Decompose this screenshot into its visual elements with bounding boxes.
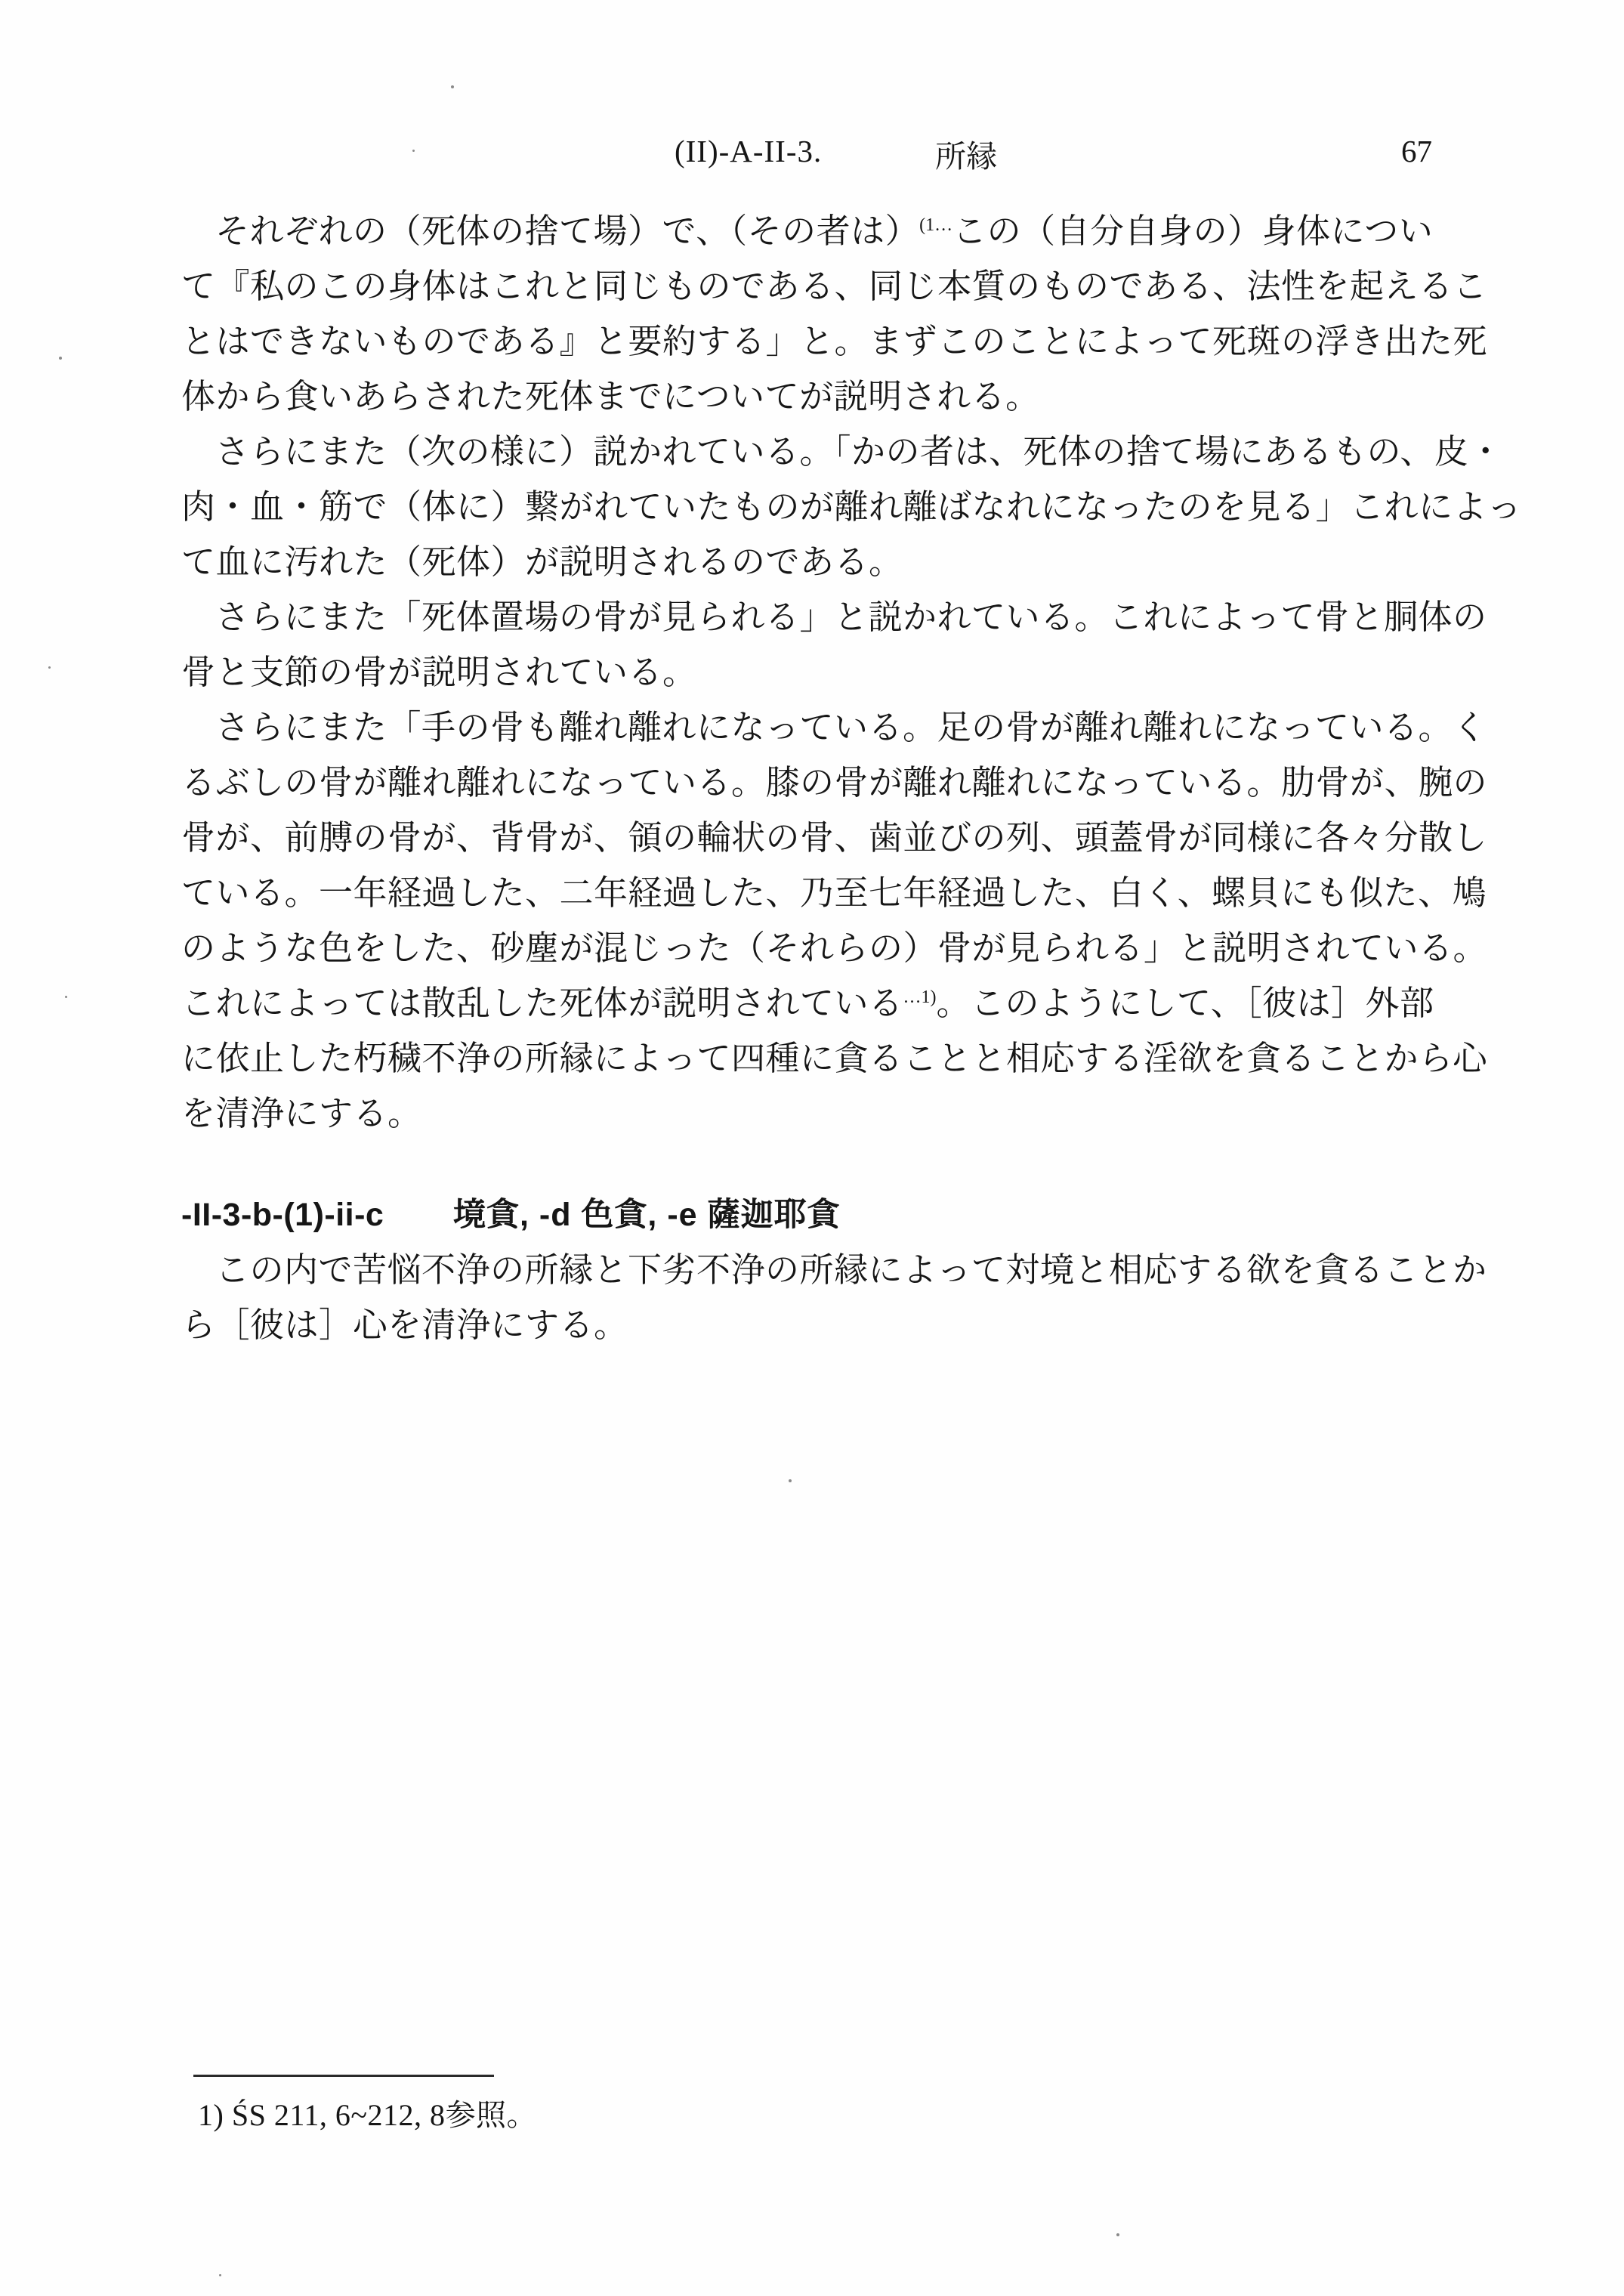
text-line: [181, 921, 1533, 976]
text-line: [181, 866, 1533, 921]
text-segment: それぞれの（死体の捨て場）で、（その者は）: [215, 212, 920, 250]
text-segment: て血に汚れた（死体）が説明されるのである。: [181, 543, 903, 581]
text-segment: とはできないものである』と要約する」と。まずこのことによって死斑の浮き出た死: [181, 323, 1488, 360]
footnote-ref: (1…: [919, 215, 953, 235]
subsection-heading: [181, 1188, 1533, 1243]
scan-noise-dot: [219, 2274, 221, 2276]
scan-noise-dot: [789, 1479, 792, 1482]
text-line: [181, 204, 1533, 259]
text-line: [181, 480, 1533, 535]
text-segment: この（自分自身の）身体につい: [952, 212, 1434, 250]
page-number: 67: [1401, 134, 1432, 168]
text-line: [181, 756, 1533, 811]
text-segment: を清浄にする。: [181, 1095, 422, 1133]
text-segment: さらにまた「手の骨も離れ離れになっている。足の骨が離れ離れになっている。く: [215, 709, 1487, 746]
text-segment: 肉・血・筋で（体に）繋がれていたものが離れ離ばなれになったのを見る」これによっ: [181, 488, 1522, 526]
text-line: [181, 369, 1533, 425]
footnote-separator: [193, 2075, 494, 2077]
scan-noise-dot: [65, 996, 67, 998]
text-line: [181, 1031, 1533, 1086]
subsection-body-text: [181, 1243, 1533, 1353]
text-line: [181, 314, 1533, 369]
text-segment: さらにまた「死体置場の骨が見られる」と説かれている。これによって骨と胴体の: [215, 598, 1487, 636]
footnote: 1) ŚS 211, 6~212, 8参照。: [198, 2098, 537, 2132]
scan-noise-dot: [59, 357, 62, 360]
text-segment: 体から食いあらされた死体までについてが説明される。: [181, 378, 1040, 416]
running-title: 所縁: [935, 139, 997, 174]
text-line: [181, 590, 1533, 645]
body-text: [181, 204, 1533, 1142]
running-header: [0, 133, 1624, 174]
text-segment: のような色をした、砂塵が混じった（それらの）骨が見られる」と説明されている。: [181, 929, 1488, 967]
text-segment: これによっては散乱した死体が説明されている: [181, 984, 903, 1022]
text-line: [181, 1086, 1533, 1142]
scan-noise-dot: [451, 85, 454, 88]
scan-noise-dot: [1116, 2233, 1119, 2236]
scan-noise-dot: [48, 666, 51, 669]
text-line: [181, 1243, 1533, 1298]
text-line: [181, 976, 1533, 1031]
section-number: (II)-A-II-3.: [675, 134, 823, 168]
text-segment: 骨が、前膊の骨が、背骨が、領の輪状の骨、歯並びの列、頭蓋骨が同様に各々分散し: [181, 819, 1488, 857]
text-segment: 。このようにして、［彼は］外部: [936, 984, 1434, 1022]
text-segment: に依止した朽穢不浄の所縁によって四種に貪ることと相応する淫欲を貪ることから心: [181, 1040, 1488, 1077]
text-segment: この内で苦悩不浄の所縁と下劣不浄の所縁によって対境と相応する欲を貪ることか: [215, 1251, 1487, 1289]
footnote-ref: …1): [903, 987, 937, 1007]
subsection-label: -II-3-b-(1)-ii-c: [181, 1197, 384, 1233]
text-line: [181, 259, 1533, 314]
text-line: [181, 700, 1533, 756]
text-line: [181, 535, 1533, 590]
text-segment: 骨と支節の骨が説明されている。: [181, 654, 697, 691]
scan-noise-dot: [412, 150, 415, 152]
text-line: [181, 425, 1533, 480]
text-segment: ら［彼は］心を清浄にする。: [181, 1306, 628, 1344]
text-segment: るぶしの骨が離れ離れになっている。膝の骨が離れ離れになっている。肋骨が、腕の: [181, 764, 1488, 802]
text-segment: さらにまた（次の様に）説かれている。「かの者は、死体の捨て場にあるもの、皮・: [215, 433, 1503, 471]
text-segment: ている。一年経過した、二年経過した、乃至七年経過した、白く、螺貝にも似た、鳩: [181, 874, 1487, 912]
text-line: [181, 811, 1533, 866]
text-segment: て『私のこの身体はこれと同じものである、同じ本質のものである、法性を起えるこ: [181, 267, 1488, 305]
text-line: [181, 645, 1533, 700]
text-line: [181, 1298, 1533, 1353]
subsection-title: 境貪, -d 色貪, -e 薩迦耶貪: [453, 1197, 841, 1233]
